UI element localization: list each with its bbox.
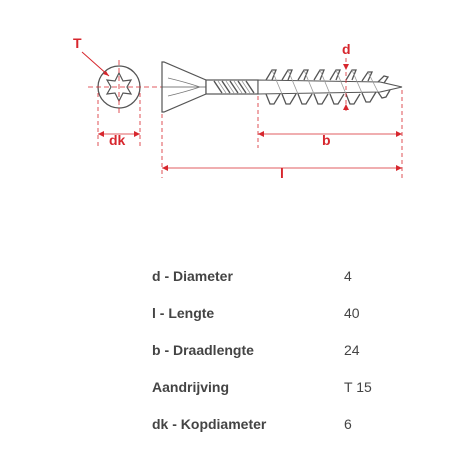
spec-value: 40	[344, 304, 360, 321]
spec-value: 24	[344, 341, 360, 358]
spec-row-drive	[152, 368, 452, 405]
length-label: l	[280, 165, 284, 181]
screw-drawing	[0, 0, 476, 230]
spec-row-thread-length	[152, 331, 452, 368]
spec-label: dk - Kopdiameter	[152, 415, 267, 432]
spec-value: T 15	[344, 378, 372, 395]
head-diameter-label: dk	[109, 132, 126, 148]
spec-value: 4	[344, 267, 352, 284]
drive-label: T	[73, 35, 82, 51]
spec-label: Aandrijving	[152, 378, 230, 395]
spec-label: d - Diameter	[152, 267, 233, 284]
screw-side-view	[162, 62, 402, 112]
spec-row-diameter	[152, 257, 452, 294]
diameter-label: d	[342, 41, 351, 57]
thread-length-label: b	[322, 132, 331, 148]
spec-row-length	[152, 294, 452, 331]
spec-row-head-diameter	[152, 405, 452, 442]
spec-label: b - Draadlengte	[152, 341, 254, 358]
specifications-table	[152, 257, 452, 442]
spec-label: l - Lengte	[152, 304, 215, 321]
spec-value: 6	[344, 415, 352, 432]
